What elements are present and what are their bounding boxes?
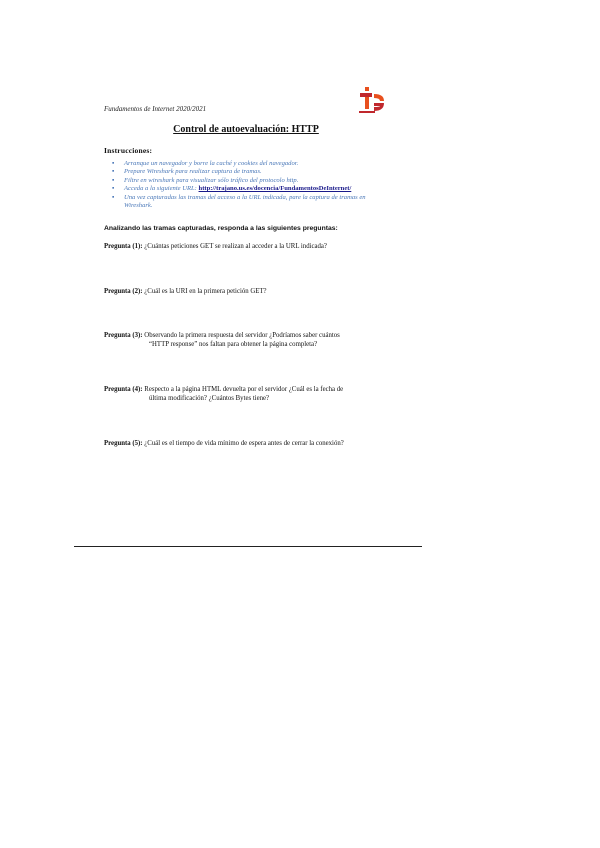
document-title: Control de autoevaluación: HTTP — [173, 124, 319, 135]
question-2 — [104, 287, 394, 296]
question-label: Pregunta (2): — [104, 288, 143, 295]
list-item: ▪ Acceda a la siguiente URL: http://trajano.us.es/docencia/FundamentosDeInternet/ — [112, 185, 352, 193]
footer-divider — [74, 546, 422, 547]
list-item: ▪ Arranque un navegador y borre la caché y cookies del navegador. — [112, 160, 299, 167]
question-text-continued: última modificación? ¿Cuántos Bytes tiene? — [149, 395, 270, 402]
question-label: Pregunta (5): — [104, 440, 143, 447]
question-1 — [104, 242, 394, 251]
list-item: ▪ Prepare Wireshark para realizar captura de tramas. — [112, 168, 262, 176]
question-text: Respecto a la página HTML devuelta por el servidor ¿Cuál es la fecha de — [144, 386, 344, 393]
question-label: Pregunta (3): — [104, 332, 143, 339]
question-label: Pregunta (4): — [104, 386, 143, 393]
question-3 — [104, 331, 394, 349]
list-item: ▪ Filtre en wireshark para visualizar sólo tráfico del protocolo http. — [112, 176, 299, 184]
instructions-url-link[interactable]: http://trajano.us.es/docencia/FundamentosDeInternet/ — [198, 185, 352, 193]
university-logo-icon — [354, 86, 388, 116]
question-text: Observando la primera respuesta del servidor ¿Podríamos saber cuántos — [144, 332, 340, 339]
analysis-heading: Analizando las tramas capturadas, responda a las siguientes preguntas: — [104, 225, 338, 232]
bullet-icon: ▪ — [112, 185, 115, 193]
instructions-heading: Instrucciones: — [104, 146, 153, 155]
question-text-continued: “HTTP response” nos faltan para obtener la página completa? — [149, 341, 318, 348]
question-4 — [104, 385, 394, 403]
bullet-icon: ▪ — [112, 176, 115, 184]
course-header: Fundamentos de Internet 2020/2021 — [104, 105, 207, 113]
bullet-icon: ▪ — [112, 160, 115, 167]
bullet-icon: ▪ — [112, 168, 115, 176]
bullet-icon: ▪ — [112, 193, 115, 201]
instructions-list — [110, 160, 390, 210]
list-item: ▪ Una vez capturadas las tramas del acceso a la URL indicada, pare la captura de tramas en Wireshark. — [112, 193, 366, 210]
question-text: ¿Cuál es el tiempo de vida mínimo de espera antes de cerrar la conexión? — [144, 440, 344, 447]
question-text: ¿Cuántas peticiones GET se realizan al acceder a la URL indicada? — [144, 243, 327, 250]
question-text: ¿Cuál es la URI en la primera petición GET? — [144, 288, 267, 295]
question-5 — [104, 439, 394, 448]
question-label: Pregunta (1): — [104, 243, 143, 250]
